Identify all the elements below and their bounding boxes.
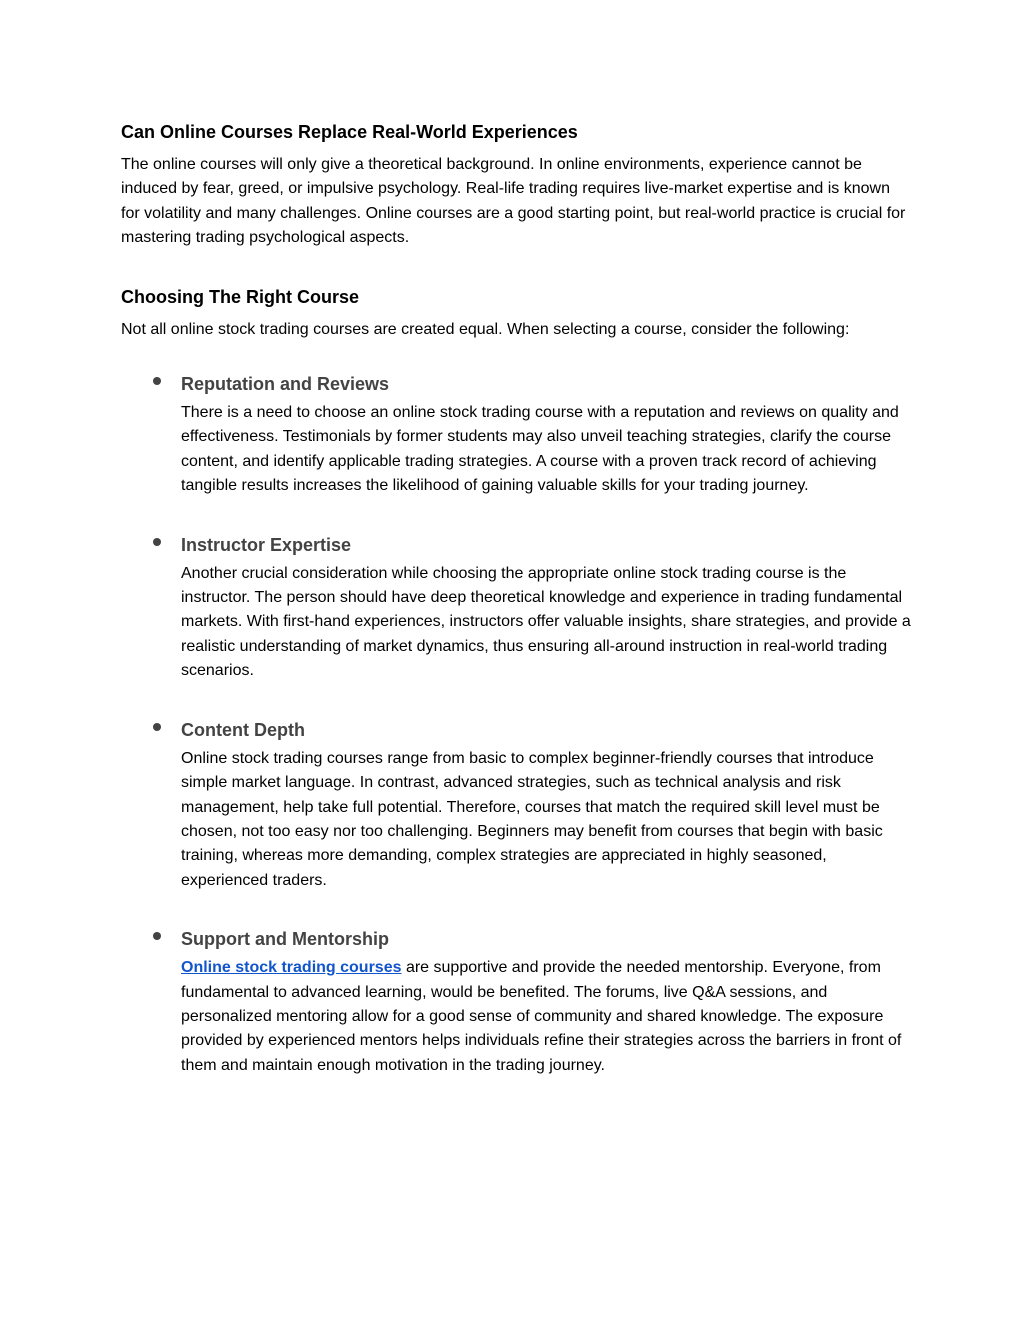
section-paragraph: Not all online stock trading courses are created equal. When selecting a course, consider the following:: [121, 320, 850, 338]
list-item-title: Content Depth: [181, 719, 305, 740]
list-item-text: Online stock trading courses range from basic to complex beginner-friendly courses that introduce simple market language. In contrast, advanced strategies, such as technical analysis and risk management, help take full potential. Therefore, courses that match the required skill level must be chosen, not too easy nor too challenging. Beginners may benefit from courses that begin with basic training, whereas more demanding, complex strategies are appreciated in highly seasoned, experienced traders.: [181, 749, 883, 889]
document-content: [121, 119, 911, 1111]
section-heading: Choosing The Right Course: [121, 286, 359, 307]
section-paragraph: The online courses will only give a theoretical background. In online environments, experience cannot be induced by fear, greed, or impulsive psychology. Real-life trading requires live-market expertise and is known for volatility and many challenges. Online courses are a good starting point, but real-world practice is crucial for mastering trading psychological aspects.: [121, 156, 906, 247]
list-item-text: There is a need to choose an online stock trading course with a reputation and reviews on quality and effectiveness. Testimonials by former students may also unveil teaching strategies, clarify the course content, and identify applicable trading strategies. A course with a proven track record of achieving tangible results increases the likelihood of gaining valuable skills for your trading journey.: [181, 404, 899, 495]
list-item-title: Support and Mentorship: [181, 929, 389, 950]
list-item-instructor: [121, 532, 911, 684]
bullet-icon: [153, 377, 161, 385]
list-item-content-depth: [121, 717, 911, 893]
list-item-text: Another crucial consideration while choosing the appropriate online stock trading course is the instructor. The person should have deep theoretical knowledge and experience in trading fundamental markets. With first-hand experiences, instructors offer valuable insights, share strategies, and provide a realistic understanding of market dynamics, thus ensuring all-around instruction in real-world trading scenarios.: [181, 564, 911, 680]
list-item-title: Instructor Expertise: [181, 534, 352, 555]
section-choosing-course: [121, 284, 911, 1079]
list-item-reputation: [121, 371, 911, 499]
bullet-icon: [153, 723, 161, 731]
list-item-text: [181, 956, 911, 1078]
list-item-support: [121, 926, 911, 1078]
section-heading: Can Online Courses Replace Real-World Experiences: [121, 122, 578, 142]
list-item-title: Reputation and Reviews: [181, 374, 390, 395]
course-link[interactable]: Online stock trading courses: [181, 959, 402, 977]
bullet-icon: [153, 538, 161, 546]
section-online-vs-real-world: [121, 119, 911, 251]
bullet-icon: [153, 932, 161, 940]
list-item-text-rest: are supportive and provide the needed mentorship. Everyone, from fundamental to advanced learning, would be benefited. The forums, live Q&A sessions, and personalized mentoring allow for a good sense of community and shared knowledge. The exposure provided by experienced mentors helps individuals refine their strategies across the barriers in front of them and maintain enough motivation in the trading journey.: [181, 959, 902, 1074]
criteria-list: [121, 371, 911, 1078]
